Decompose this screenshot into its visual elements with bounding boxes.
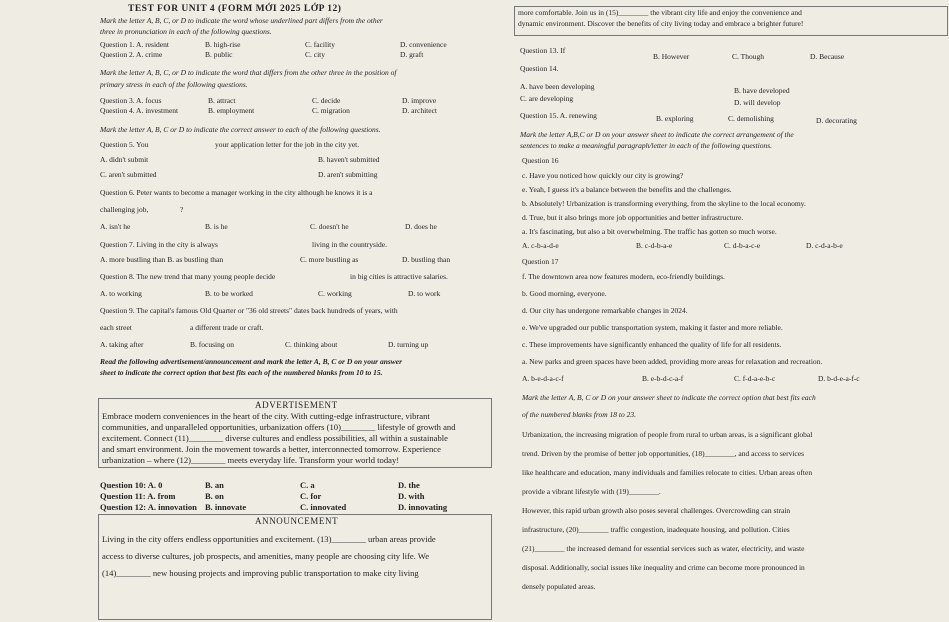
q15-opt-b: B. exploring — [656, 114, 694, 123]
q5-opt-c: C. aren't submitted — [100, 170, 157, 179]
q3-opt-d: D. improve — [402, 96, 437, 105]
q16-sentence: a. It's fascinating, but also a bit overwhelming. The traffic has gotten so much worse. — [522, 227, 777, 236]
q9-stem-2b: a different trade or craft. — [190, 323, 264, 332]
adv-line: communities, and unparalleled opportunities, urbanization offers (10)________ lifestyle of growth and — [102, 422, 456, 432]
instruction-pronunciation-2: three in pronunciation in each of the following questions. — [100, 27, 272, 36]
q4-label: Question 4. A. investment — [100, 106, 179, 115]
q12-label: Question 12: A. innovation — [100, 502, 197, 512]
q17-opt-b: B. e-b-d-c-a-f — [642, 374, 684, 383]
q17-sentence: c. These improvements have significantly enhanced the quality of life for all residents. — [522, 340, 782, 349]
q6-stem: Question 6. Peter wants to become a manager working in the city although he knows it is a — [100, 188, 373, 197]
q16-sentence: c. Have you noticed how quickly our city is growing? — [522, 171, 684, 180]
ann-line: dynamic environment. Discover the benefits of city living today and embrace a brighter future! — [518, 19, 804, 28]
q7-stem-a: Question 7. Living in the city is always — [100, 240, 218, 249]
q2-label: Question 2. A. crime — [100, 50, 163, 59]
q17-sentence: f. The downtown area now features modern, eco-friendly buildings. — [522, 272, 725, 281]
instruction-arrangement: Mark the letter A,B,C or D on your answer sheet to indicate the correct arrangement of the — [520, 130, 794, 139]
q4-opt-d: D. architect — [402, 106, 437, 115]
q17-sentence: b. Good morning, everyone. — [522, 289, 607, 298]
q2-opt-d: D. graft — [400, 50, 424, 59]
q17-opt-d: D. b-d-e-a-f-c — [818, 374, 860, 383]
q16-sentence: b. Absolutely! Urbanization is transforming everything, from the skyline to the local economy. — [522, 199, 806, 208]
q5-stem-b: your application letter for the job in the city yet. — [215, 140, 360, 149]
page-title: TEST FOR UNIT 4 (FORM MỚI 2025 LỚP 12) — [128, 4, 342, 14]
adv-line: and smart environment. Join the movement towards a better, interconnected tomorrow. Experience — [102, 444, 441, 454]
q17-opt-a: A. b-e-d-a-c-f — [522, 374, 564, 383]
adv-line: urbanization – where (12)________ meets everyday life. Transform your world today! — [102, 455, 400, 465]
q8-opt-c: C. working — [318, 289, 352, 298]
q17-sentence: e. We've upgraded our public transportation system, making it faster and more reliable. — [522, 323, 783, 332]
q6-opt-d: D. does he — [405, 222, 437, 231]
instruction-answer: Mark the letter A, B, C or D to indicate the correct answer to each of the following questions. — [100, 125, 381, 134]
q15-opt-c: C. demolishing — [728, 114, 774, 123]
q8-opt-d: D. to work — [408, 289, 441, 298]
q16-sentence: d. True, but it also brings more job opportunities and better infrastructure. — [522, 213, 744, 222]
q11-label: Question 11: A. from — [100, 491, 176, 501]
q9-stem-2a: each street — [100, 323, 132, 332]
q5-opt-d: D. aren't submitting — [318, 170, 378, 179]
q12-opt-b: B. innovate — [205, 502, 247, 512]
q12-opt-d: D. innovating — [398, 502, 448, 512]
q1-opt-b: B. high-rise — [205, 40, 241, 49]
q13-opt-b: B. However — [653, 52, 690, 61]
ann-line: more comfortable. Join us in (15)________ the vibrant city life and enjoy the convenience and — [518, 8, 802, 17]
q16-label: Question 16 — [522, 156, 559, 165]
passage-line: trend. Driven by the promise of better job opportunities, (18)________, and access to services — [522, 449, 805, 458]
adv-line: Embrace modern conveniences in the heart of the city. With cutting-edge infrastructure, vibrant — [102, 411, 430, 421]
instruction-stress-2: primary stress in each of the following questions. — [100, 80, 248, 89]
q8-stem-a: Question 8. The new trend that many young people decide — [100, 272, 276, 281]
q13-opt-d: D. Because — [810, 52, 845, 61]
q6-opt-a: A. isn't he — [100, 222, 131, 231]
q10-opt-b: B. an — [205, 480, 224, 490]
q14-opt-a: A. have been developing — [520, 82, 595, 91]
q7-opt-c: C. more bustling as — [300, 255, 359, 264]
instruction-arrangement-2: sentences to make a meaningful paragraph/letter in each of the following questions. — [520, 141, 773, 150]
passage-line: provide a vibrant lifestyle with (19)________. — [522, 487, 661, 496]
q15-label: Question 15. A. renewing — [520, 111, 597, 120]
q11-opt-c: C. for — [300, 491, 322, 501]
q10-label: Question 10: A. 0 — [100, 480, 163, 490]
q3-opt-c: C. decide — [312, 96, 341, 105]
q5-stem-a: Question 5. You — [100, 140, 149, 149]
instruction-blanks-2: of the numbered blanks from 18 to 23. — [522, 410, 637, 419]
q14-opt-d: D. will develop — [734, 98, 781, 107]
q4-opt-c: C. migration — [312, 106, 350, 115]
passage-line: However, this rapid urban growth also poses several challenges. Overcrowding can strain — [522, 506, 791, 515]
q3-label: Question 3. A. focus — [100, 96, 162, 105]
q15-opt-d: D. decorating — [816, 116, 857, 125]
instruction-blanks: Mark the letter A, B, C or D on your answer sheet to indicate the correct option that best fits each — [522, 393, 816, 402]
q17-opt-c: C. f-d-a-e-b-c — [734, 374, 776, 383]
announcement-title: ANNOUNCEMENT — [255, 516, 339, 526]
q13-opt-c: C. Though — [732, 52, 764, 61]
advertisement-title: ADVERTISEMENT — [255, 400, 338, 410]
q10-opt-d: D. the — [398, 480, 420, 490]
ann-line: (14)________ new housing projects and improving public transportation to make city living — [102, 568, 419, 578]
passage-line: like healthcare and education, many individuals and families relocate to cities. Urban areas often — [522, 468, 813, 477]
passage-line: infrastructure, (20)________ traffic congestion, inadequate housing, and pollution. Cities — [522, 525, 790, 534]
right-column — [496, 0, 949, 622]
q6-stem-2: challenging job, — [100, 205, 149, 214]
q16-opt-b: B. c-d-b-a-e — [636, 241, 673, 250]
q16-opt-d: D. c-d-a-b-e — [806, 241, 843, 250]
q8-opt-b: B. to be worked — [205, 289, 253, 298]
q9-opt-a: A. taking after — [100, 340, 144, 349]
q8-stem-b: in big cities is attractive salaries. — [350, 272, 448, 281]
q6-opt-b: B. is he — [205, 222, 228, 231]
q7-stem-b: living in the countryside. — [312, 240, 387, 249]
q11-opt-d: D. with — [398, 491, 425, 501]
q9-opt-c: C. thinking about — [285, 340, 338, 349]
q1-label: Question 1. A. resident — [100, 40, 169, 49]
q11-opt-b: B. on — [205, 491, 224, 501]
q5-opt-b: B. haven't submitted — [318, 155, 380, 164]
q10-opt-c: C. a — [300, 480, 315, 490]
instruction-stress: Mark the letter A, B, C, or D to indicate the word that differs from the other three in the position of — [100, 68, 397, 77]
instruction-pronunciation: Mark the letter A, B, C, or D to indicate the word whose underlined part differs from the other — [100, 16, 383, 25]
q17-sentence: d. Our city has undergone remarkable changes in 2024. — [522, 306, 688, 315]
ann-line: access to diverse cultures, job prospects, and amenities, many people are choosing city life. We — [102, 551, 430, 561]
q9-stem: Question 9. The capital's famous Old Quarter or "36 old streets" dates back hundreds of years, with — [100, 306, 398, 315]
q16-opt-a: A. c-b-a-d-e — [522, 241, 559, 250]
q7-opt-ab: A. more bustling than B. as bustling than — [100, 255, 224, 264]
q5-opt-a: A. didn't submit — [100, 155, 149, 164]
q8-opt-a: A. to working — [100, 289, 142, 298]
q16-sentence: e. Yeah, I guess it's a balance between the benefits and the challenges. — [522, 185, 732, 194]
q1-opt-c: C. facility — [305, 40, 335, 49]
q3-opt-b: B. attract — [208, 96, 236, 105]
q7-opt-d: D. bustling than — [402, 255, 451, 264]
q13-label: Question 13. If — [520, 46, 566, 55]
q12-opt-c: C. innovated — [300, 502, 347, 512]
q6-stem-2b: ? — [180, 205, 184, 214]
passage-line: densely populated areas. — [522, 582, 596, 591]
q2-opt-b: B. public — [205, 50, 233, 59]
q17-sentence: a. New parks and green spaces have been added, providing more areas for relaxation and recreation. — [522, 357, 823, 366]
q14-opt-b: B. have developed — [734, 86, 790, 95]
passage-line: disposal. Additionally, social issues like inequality and crime can become more pronounced in — [522, 563, 805, 572]
q9-opt-d: D. turning up — [388, 340, 429, 349]
q9-opt-b: B. focusing on — [190, 340, 234, 349]
ann-line: Living in the city offers endless opportunities and excitement. (13)________ urban areas provide — [102, 534, 436, 544]
q14-label: Question 14. — [520, 64, 559, 73]
q6-opt-c: C. doesn't he — [310, 222, 349, 231]
passage-line: (21)________ the increased demand for essential services such as water, electricity, and waste — [522, 544, 805, 553]
instruction-read: Read the following advertisement/announcement and mark the letter A, B, C or D on your answer — [100, 357, 403, 366]
passage-line: Urbanization, the increasing migration of people from rural to urban areas, is a significant global — [522, 430, 813, 439]
q1-opt-d: D. convenience — [400, 40, 447, 49]
q16-opt-c: C. d-b-a-c-e — [724, 241, 761, 250]
adv-line: excitement. Connect (11)________ diverse cultures and endless possibilities, all within a sustainable — [102, 433, 448, 443]
q2-opt-c: C. city — [305, 50, 325, 59]
q14-opt-c: C. are developing — [520, 94, 574, 103]
q4-opt-b: B. employment — [208, 106, 255, 115]
q17-label: Question 17 — [522, 257, 559, 266]
announcement-box — [98, 514, 492, 620]
instruction-read-2: sheet to indicate the correct option that best fits each of the numbered blanks from 10 to 15. — [100, 368, 383, 377]
